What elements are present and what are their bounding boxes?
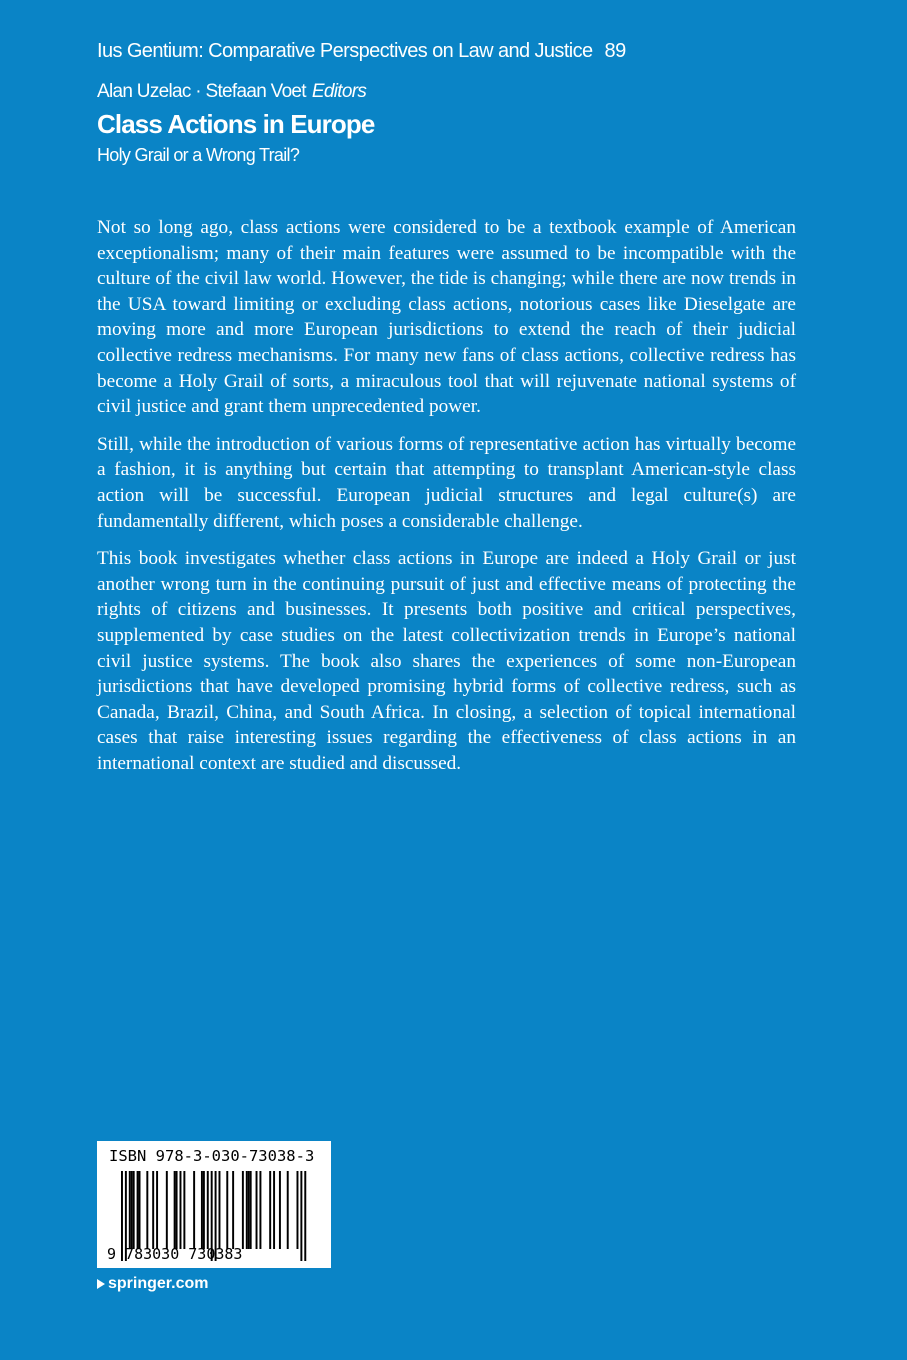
barcode-bar xyxy=(139,1171,141,1249)
barcode-bar xyxy=(259,1171,261,1249)
barcode-bar xyxy=(304,1171,306,1261)
editor-names: Alan Uzelac · Stefaan Voet xyxy=(97,81,306,102)
series-number: 89 xyxy=(604,40,626,62)
barcode-bar xyxy=(226,1171,228,1249)
barcode-bar xyxy=(273,1171,275,1249)
barcode-bar xyxy=(242,1171,244,1249)
barcode-bar xyxy=(180,1171,182,1249)
barcode-bar xyxy=(146,1171,148,1249)
isbn-barcode xyxy=(97,1141,331,1268)
barcode-bar xyxy=(207,1171,209,1249)
isbn-label: ISBN 978-3-030-73038-3 xyxy=(109,1147,315,1165)
editors-line xyxy=(97,81,366,103)
blurb xyxy=(97,215,796,788)
barcode-bar xyxy=(152,1171,154,1249)
barcode-bar xyxy=(250,1171,252,1249)
arrow-right-icon xyxy=(97,1279,105,1289)
barcode-bar xyxy=(129,1171,131,1249)
barcode-bar xyxy=(256,1171,258,1249)
barcode-bar xyxy=(176,1171,178,1249)
barcode-bar xyxy=(133,1171,135,1249)
barcode-bar xyxy=(183,1171,185,1249)
barcode-bar xyxy=(300,1171,302,1261)
publisher-link-text: springer.com xyxy=(108,1275,209,1292)
book-title: Class Actions in Europe xyxy=(97,109,375,139)
barcode-bar xyxy=(232,1171,234,1249)
editors-role: Editors xyxy=(311,81,367,102)
barcode-bar xyxy=(246,1171,248,1249)
barcode-bar xyxy=(287,1171,289,1249)
blurb-paragraph: Still, while the introduction of various forms of representative action has virtually become a fashion, it is anything but certain that attempting to transplant American-style class action will be successful. European judicial structures and legal culture(s) are fundamentally different, which poses a considerable challenge. xyxy=(97,433,796,532)
barcode-digits: 9 783030 730383 xyxy=(107,1245,243,1263)
barcode-bar xyxy=(203,1171,205,1249)
barcode-bar xyxy=(201,1171,203,1249)
publisher-link[interactable] xyxy=(97,1275,208,1293)
barcode-bar xyxy=(279,1171,281,1249)
barcode-bar xyxy=(156,1171,158,1249)
barcode-bar xyxy=(174,1171,176,1249)
barcode-bar xyxy=(269,1171,271,1249)
barcode-bar xyxy=(193,1171,195,1249)
barcode-bar xyxy=(137,1171,139,1249)
barcode-bar xyxy=(219,1171,221,1249)
book-subtitle: Holy Grail or a Wrong Trail? xyxy=(97,145,300,165)
barcode-bar xyxy=(166,1171,168,1249)
barcode-bar xyxy=(248,1171,250,1249)
blurb-paragraph: Not so long ago, class actions were considered to be a textbook example of American exceptionalism; many of their main features were assumed to be incompatible with the culture of the civil law world. However, the tide is changing; while there are now trends in the USA toward limiting or excluding class actions, notorious cases like Dieselgate are moving more and more European jurisdictions to extend the reach of their judicial collective redress mechanisms. For many new fans of class actions, collective redress has become a Holy Grail of sorts, a miraculous tool that will rejuvenate national systems of civil justice and grant them unprecedented power. xyxy=(97,217,796,418)
barcode-bar xyxy=(131,1171,133,1249)
series-name: Ius Gentium: Comparative Perspectives on Law and Justice xyxy=(97,40,593,62)
blurb-paragraph: This book investigates whether class actions in Europe are indeed a Holy Grail or just another wrong turn in the continuing pursuit of just and effective means of protecting the rights of citizens and businesses. It presents both positive and critical perspectives, supplemented by case studies on the latest collectivization trends in Europe’s national civil justice systems. The book also shares the experiences of some non-European jurisdictions that have developed promising hybrid forms of collective redress, such as Canada, Brazil, China, and South Africa. In closing, a selection of topical international cases that raise interesting issues regarding the effectiveness of class actions in an international context are studied and discussed. xyxy=(97,548,796,774)
barcode-bar xyxy=(297,1171,299,1249)
series-title xyxy=(97,40,626,63)
